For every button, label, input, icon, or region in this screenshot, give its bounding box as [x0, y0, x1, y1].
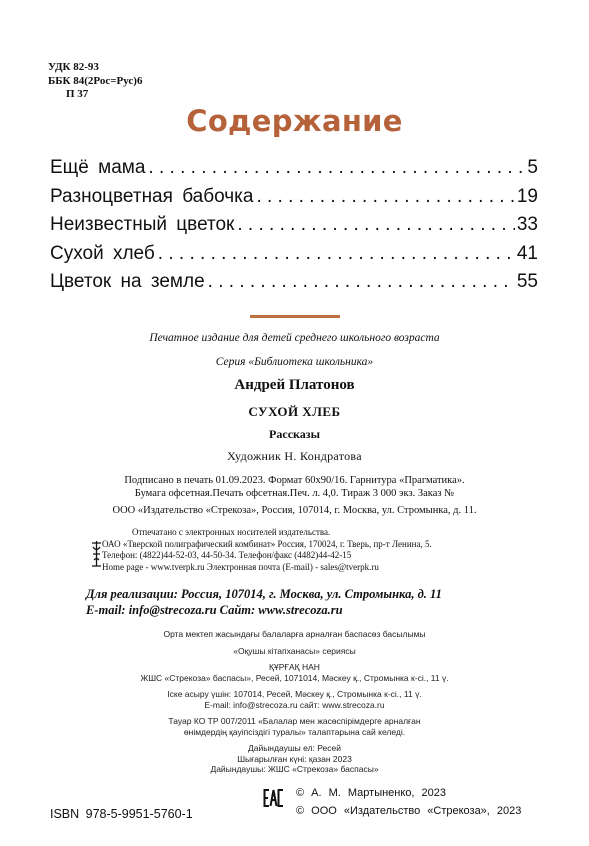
section-divider — [250, 315, 340, 318]
book-genre: Рассказы — [269, 427, 320, 441]
edition-note: Печатное издание для детей среднего школьного возраста — [149, 332, 440, 344]
toc-item-page: 55 — [516, 271, 538, 292]
toc-leader-dots — [155, 243, 515, 265]
illustrator: Художник Н. Кондратова — [227, 449, 362, 463]
bbk-code: ББК 84(2Рос=Рус)6 — [48, 74, 143, 87]
toc-item[interactable] — [50, 271, 538, 300]
table-of-contents — [50, 157, 538, 300]
printer-line: Отпечатано с электронных носителей издательства. — [132, 527, 331, 537]
toc-item-page: 33 — [516, 214, 538, 235]
eac-mark-icon — [263, 784, 284, 812]
print-details — [0, 474, 589, 500]
kazakh-line: ҚҰРҒАҚ НАН — [269, 662, 320, 672]
toc-leader-dots — [145, 157, 525, 179]
toc-item[interactable] — [50, 214, 538, 243]
toc-item[interactable] — [50, 157, 538, 186]
kazakh-line: Дайындаушы ел: Ресей — [247, 743, 342, 753]
publisher-address: ООО «Издательство «Стрекоза», Россия, 107014, г. Москва, ул. Стромынка, д. 11. — [112, 505, 477, 516]
series-name: Серия «Библиотека школьника» — [215, 356, 374, 368]
kazakh-line: Шығарылған күні: қазан 2023 — [237, 753, 352, 764]
classification-codes — [48, 61, 142, 102]
book-title: СУХОЙ ХЛЕБ — [248, 404, 341, 419]
isbn-number: ISBN 978-5-9951-5760-1 — [50, 807, 193, 821]
sales-info — [86, 586, 442, 618]
toc-item-page: 41 — [516, 242, 538, 264]
kazakh-line: өнімдердің қауіпсіздігі туралы» талаптарына сай келеді. — [183, 726, 406, 737]
printer-line: ОАО «Тверской полиграфический комбинат» Россия, 170024, г. Тверь, пр-т Ленина, 5. — [102, 538, 432, 549]
author-name: Андрей Платонов — [234, 377, 355, 393]
kazakh-line: ЖШС «Стрекоза» баспасы», Ресей, 1071014, Мәскеу қ., Стромынка к-сі., 11 ү. — [140, 672, 449, 683]
copyright-author: © А. М. Мартыненко, 2023 — [296, 787, 447, 799]
kazakh-line: E-mail: info@strecoza.ru сайт: www.strecoza.ru — [204, 699, 385, 710]
toc-item-title: Ещё мама — [50, 157, 146, 178]
toc-item-title: Сухой хлеб — [50, 242, 155, 264]
toc-leader-dots — [205, 271, 515, 293]
udk-code: УДК 82-93 — [48, 61, 99, 73]
kazakh-line: Дайындаушы: ЖШС «Стрекоза» баспасы» — [210, 764, 379, 774]
print-line: Подписано в печать 01.09.2023. Формат 60х90/16. Гарнитура «Прагматика». — [124, 475, 465, 486]
author-mark: П 37 — [66, 88, 89, 100]
print-line: Бумага офсетная.Печать офсетная.Печ. л. 4,0. Тираж 3 000 экз. Заказ № — [134, 488, 455, 499]
toc-item[interactable] — [50, 186, 538, 215]
toc-item-page: 5 — [527, 157, 538, 178]
kazakh-line: Тауар КО ТР 007/2011 «Балалар мен жасөспірімдерге арналған — [168, 716, 421, 726]
sales-address: Для реализации: Россия, 107014, г. Москва, ул. Стромынка, д. 11 — [86, 587, 442, 601]
kazakh-line: Іске асыру үшін: 107014, Ресей, Мәскеу қ., Стромынка к-сі., 11 ү. — [167, 689, 422, 699]
toc-item[interactable] — [50, 243, 538, 272]
sales-contacts: E-mail: info@strecoza.ru Сайт: www.strecoza.ru — [86, 603, 343, 617]
kazakh-imprint — [0, 629, 589, 775]
toc-item-title: Разноцветная бабочка — [50, 185, 254, 207]
toc-item-title: Цветок на земле — [50, 271, 205, 292]
contents-title: Содержание — [186, 104, 403, 138]
kazakh-line: «Оқушы кітапханасы» сериясы — [233, 645, 356, 656]
printer-line: Телефон: (4822)44-52-03, 44-50-34. Телефон/факс (4482)44-42-15 — [102, 550, 352, 560]
copyright-publisher: © ООО «Издательство «Стрекоза», 2023 — [296, 804, 522, 817]
toc-leader-dots — [234, 214, 514, 236]
printer-info — [88, 527, 528, 573]
toc-leader-dots — [253, 186, 514, 208]
kazakh-line: Орта мектеп жасындағы балаларға арналған баспасөз басылымы — [163, 629, 426, 639]
copyright-block — [296, 785, 521, 820]
toc-item-page: 19 — [516, 185, 538, 207]
printer-line: Home page - www.tverpk.ru Электронная почта (E-mail) - sales@tverpk.ru — [102, 561, 379, 572]
toc-item-title: Неизвестный цветок — [50, 214, 235, 235]
